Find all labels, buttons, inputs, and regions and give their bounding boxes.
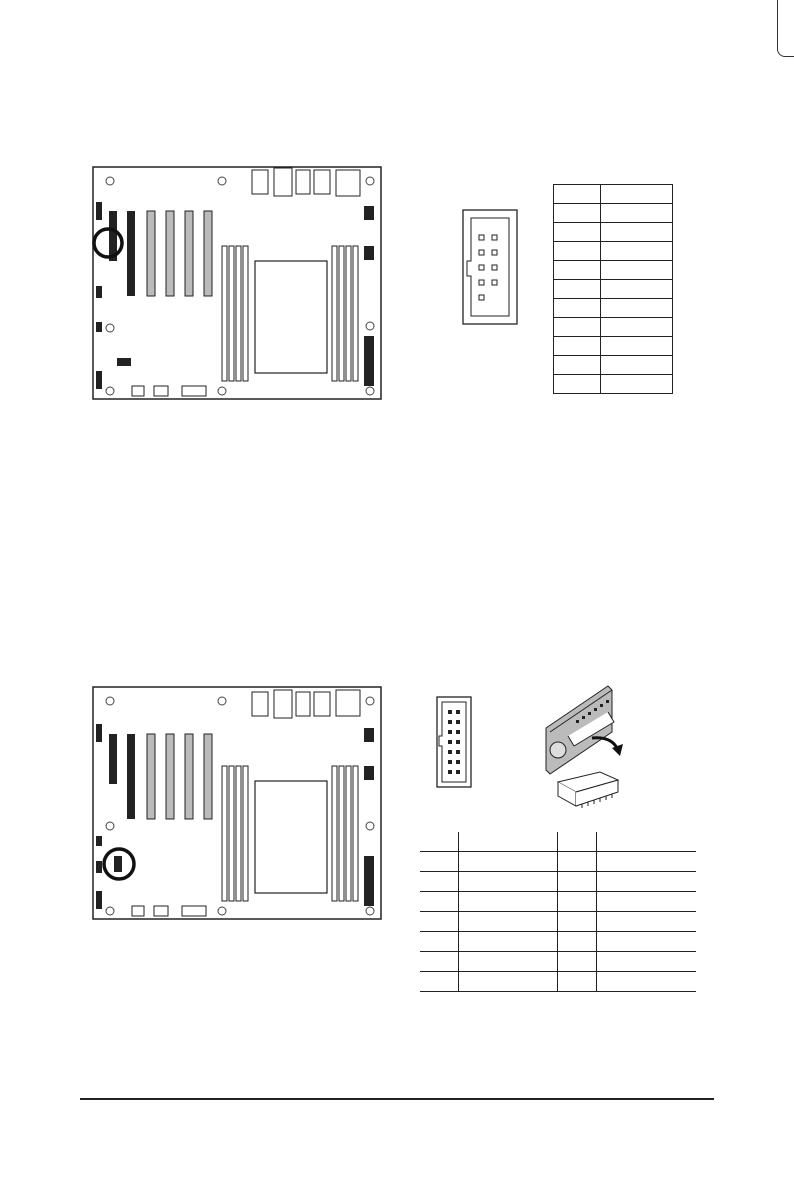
footer-rule [80, 1098, 714, 1100]
table-row [420, 872, 696, 892]
table-header-row [420, 832, 696, 852]
table-row [420, 932, 696, 952]
table-row [554, 242, 673, 261]
module-install-illustration [528, 680, 640, 810]
table-row [420, 912, 696, 932]
pin-definition-table-1 [553, 184, 673, 394]
table-row [420, 952, 696, 972]
table-row [420, 852, 696, 872]
header-pin-diagram [462, 209, 518, 325]
table-row [420, 892, 696, 912]
table-row [554, 337, 673, 356]
table-row [554, 318, 673, 337]
motherboard-diagram-bottom [92, 686, 382, 920]
pin-definition-table-2 [420, 832, 696, 992]
table-row [554, 375, 673, 394]
table-row [554, 223, 673, 242]
table-row [554, 204, 673, 223]
table-header-row [554, 185, 673, 204]
table-row [554, 356, 673, 375]
page-edge-tab [777, 0, 794, 57]
motherboard-diagram-top [92, 166, 382, 400]
table-row [554, 261, 673, 280]
header-pin-diagram-2 [436, 696, 472, 788]
table-row [554, 280, 673, 299]
table-row [554, 299, 673, 318]
table-row [420, 972, 696, 992]
